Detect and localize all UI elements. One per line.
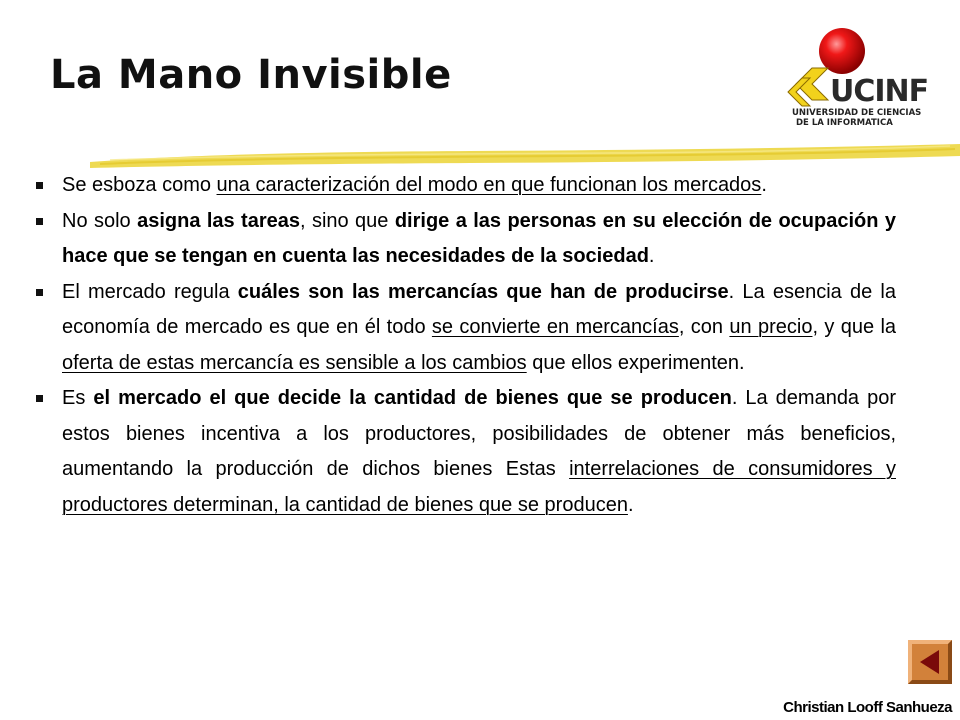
bullet-list bbox=[32, 168, 896, 523]
bullet-icon bbox=[36, 182, 43, 189]
ucinf-logo bbox=[782, 24, 929, 134]
bullet-item-4 bbox=[32, 381, 896, 523]
bullet-text-segment: Es bbox=[62, 387, 94, 409]
bullet-icon bbox=[36, 289, 43, 296]
bullet-item-3 bbox=[32, 275, 896, 382]
bullet-item-1 bbox=[32, 168, 896, 204]
bullet-text-segment: oferta de estas mercancía es sensible a los cambios bbox=[62, 351, 527, 374]
bullet-text-segment: . La demanda por estos bienes incentiva a los productores, posibilidades de obtener más beneficios, aumentando la producción de dichos bienes Estas bbox=[62, 387, 896, 480]
bullet-text-segment: se convierte en mercancías bbox=[431, 316, 679, 338]
logo-subtitle: UNIVERSIDAD DE CIENCIAS DE LA INFORMATICA bbox=[792, 108, 922, 128]
bullet-text-segment: . bbox=[761, 174, 767, 196]
logo-ball-icon bbox=[819, 28, 865, 74]
bullet-text-segment: . La esencia de la economía de mercado es que en él todo bbox=[62, 280, 896, 338]
bullet-text-segment: El mercado regula bbox=[62, 280, 238, 303]
bullet-text-segment: interrelaciones de consumidores y productores determinan, la cantidad de bienes que se producen bbox=[62, 458, 896, 516]
back-button[interactable] bbox=[908, 640, 952, 684]
bullet-text-segment: , con bbox=[678, 316, 730, 338]
bullet-text-segment: cuáles son las mercancías que han de producirse bbox=[237, 280, 729, 303]
slide-title: La Mano Invisible bbox=[50, 52, 452, 98]
bullet-text-segment: un precio bbox=[729, 316, 813, 338]
bullet-text-segment: asigna las tareas bbox=[137, 209, 300, 232]
bullet-text-segment: No solo bbox=[62, 209, 138, 232]
bullet-text-segment: Se esboza como bbox=[62, 174, 217, 196]
bullet-icon bbox=[36, 218, 43, 225]
author-footer: Christian Looff Sanhueza bbox=[783, 699, 952, 716]
logo-name: UCINF bbox=[830, 74, 929, 109]
bullet-text-segment: , y que la bbox=[812, 316, 897, 338]
bullet-item-2 bbox=[32, 204, 896, 275]
bullet-text-segment: dirige a las personas en su elección de ocupación y hace que se tengan en cuenta las necesidades de la sociedad bbox=[62, 209, 896, 267]
bullet-text-segment: que ellos experimenten. bbox=[526, 351, 745, 374]
bullet-icon bbox=[36, 395, 43, 402]
bullet-text-segment: , sino que bbox=[300, 209, 395, 232]
bullet-text-segment: el mercado el que decide la cantidad de bienes que se producen bbox=[93, 387, 732, 409]
bullet-text-segment: una caracterización del modo en que funcionan los mercados bbox=[216, 174, 762, 196]
bullet-text-segment: . bbox=[648, 245, 655, 267]
bullet-text-segment: . bbox=[627, 493, 634, 516]
